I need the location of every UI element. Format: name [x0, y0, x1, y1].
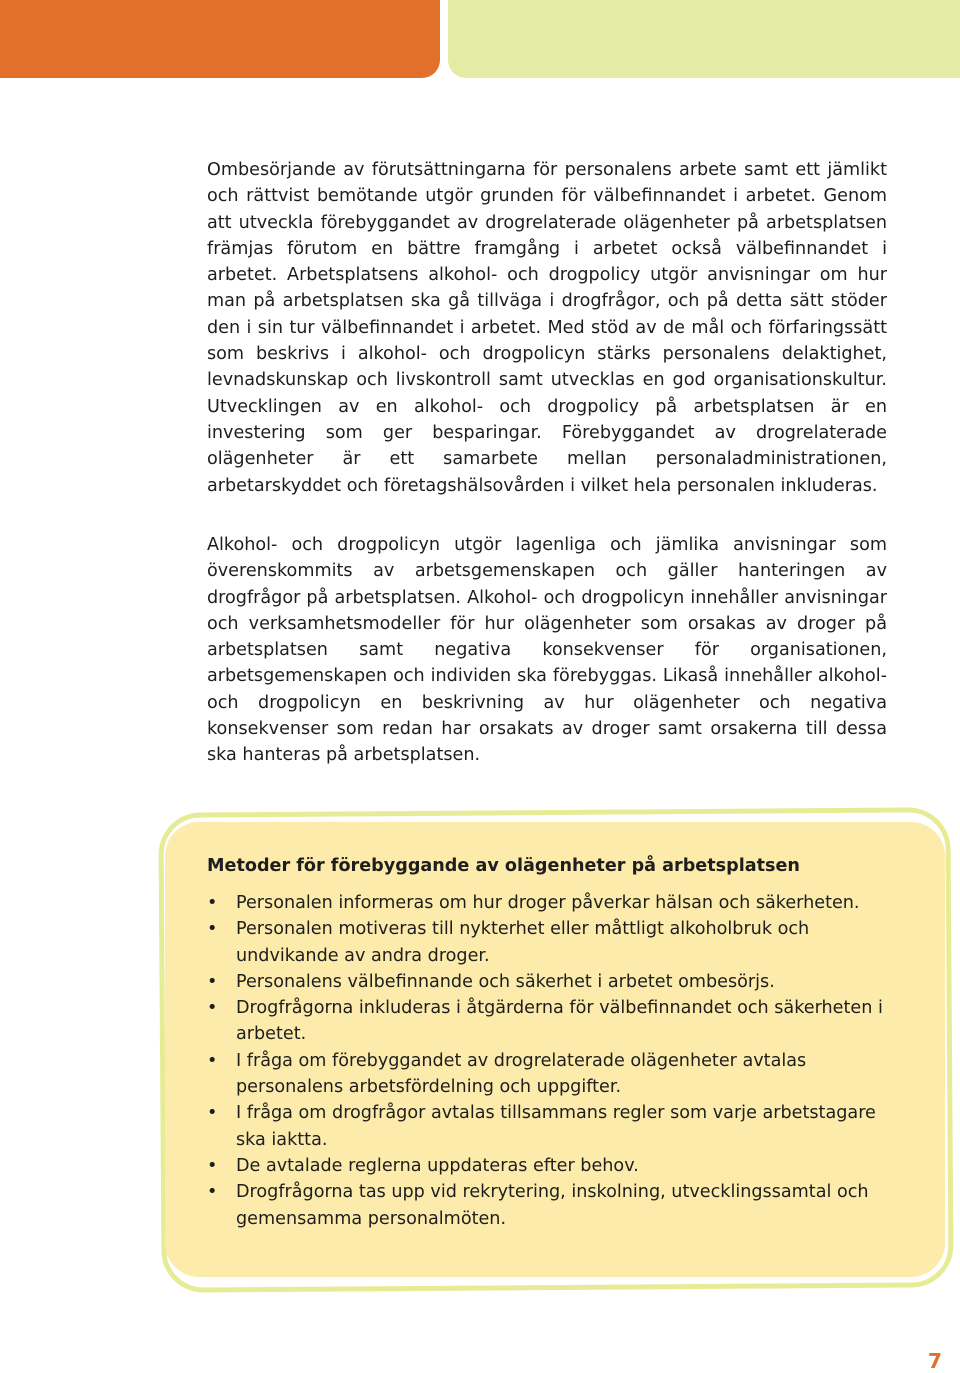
list-item-text: De avtalade reglerna uppdateras efter behov.	[236, 1155, 639, 1176]
list-item-text: Drogfrågorna inkluderas i åtgärderna för välbefinnandet och säkerheten i arbetet.	[236, 998, 883, 1045]
bullet-icon: •	[207, 1103, 218, 1124]
methods-list	[207, 890, 897, 1232]
list-item	[207, 1153, 897, 1179]
bullet-icon: •	[207, 998, 218, 1019]
list-item	[207, 969, 897, 995]
list-item-text: I fråga om drogfrågor avtalas tillsammans regler som varje arbetstagare ska iaktta.	[236, 1103, 876, 1150]
bullet-icon: •	[207, 1050, 218, 1071]
list-item	[207, 916, 897, 969]
list-item-text: Drogfrågorna tas upp vid rekrytering, inskolning, utvecklingssamtal och gemensamma personalmöten.	[236, 1182, 869, 1229]
page-number: 7	[928, 1349, 942, 1373]
paragraph-2: Alkohol- och drogpolicyn utgör lagenliga och jämlika anvisningar som överenskommits av arbetsgemenskapen och gäller hanteringen av drogfrågor på arbetsplatsen. Alkohol- och drogpolicyn innehåller anvisningar och verksamhetsmodeller för hur olägenheter som orsakas av droger på arbetsplatsen samt negativa konsekvenser för organisationen, arbetsgemenskapen och individen ska förebyggas. Likaså innehåller alkohol- och drogpolicyn en beskrivning av hur olägenheter och negativa konsekvenser som redan har orsakats av droger samt orsakerna till dessa ska hanteras på arbetsplatsen.	[207, 535, 887, 766]
list-item-text: Personalens välbefinnande och säkerhet i arbetet ombesörjs.	[236, 971, 775, 992]
bullet-icon: •	[207, 919, 218, 940]
list-item	[207, 995, 897, 1048]
list-item	[207, 1048, 897, 1101]
info-box-title: Metoder för förebyggande av olägenheter på arbetsplatsen	[207, 856, 800, 876]
list-item	[207, 1179, 897, 1232]
header-bar-orange	[0, 0, 440, 78]
bullet-icon: •	[207, 1155, 218, 1176]
list-item-text: Personalen informeras om hur droger påverkar hälsan och säkerheten.	[236, 893, 860, 913]
bullet-icon: •	[207, 893, 218, 913]
bullet-icon: •	[207, 971, 218, 992]
list-item	[207, 890, 897, 916]
paragraph-1: Ombesörjande av förutsättningarna för personalens arbete samt ett jämlikt och rättvist bemötande utgör grunden för välbefinnandet i arbetet. Genom att utveckla förebyggandet av drogrelaterade olägenheter på arbetsplatsen främjas förutom en bättre framgång i arbetet också välbefinnandet i arbetet. Arbetsplatsens alkohol- och drogpolicy utgör anvisningar om hur man på arbetsplatsen ska gå tillväga i drogfrågor, och på detta sätt stöder den i sin tur välbefinnandet i arbetet. Med stöd av de mål och förfaringssätt som beskrivs i alkohol- och drogpolicyn stärks personalens delaktighet, levnadskunskap och livskontroll samt utvecklas en god organisationskultur. Utvecklingen av en alkohol- och drogpolicy på arbetsplatsen är en investering som ger besparingar. Förebyggandet av drogrelaterade olägenheter är ett samarbete mellan personaladministrationen, arbetarskyddet och företagshälsovården i vilket hela personalen inkluderas.	[207, 160, 887, 496]
list-item-text: Personalen motiveras till nykterhet eller måttligt alkoholbruk och undvikande av andra droger.	[236, 919, 810, 966]
header-bar-lime	[448, 0, 960, 78]
list-item	[207, 1100, 897, 1153]
list-item-text: I fråga om förebyggandet av drogrelaterade olägenheter avtalas personalens arbetsfördelning och uppgifter.	[236, 1050, 807, 1098]
bullet-icon: •	[207, 1182, 218, 1203]
